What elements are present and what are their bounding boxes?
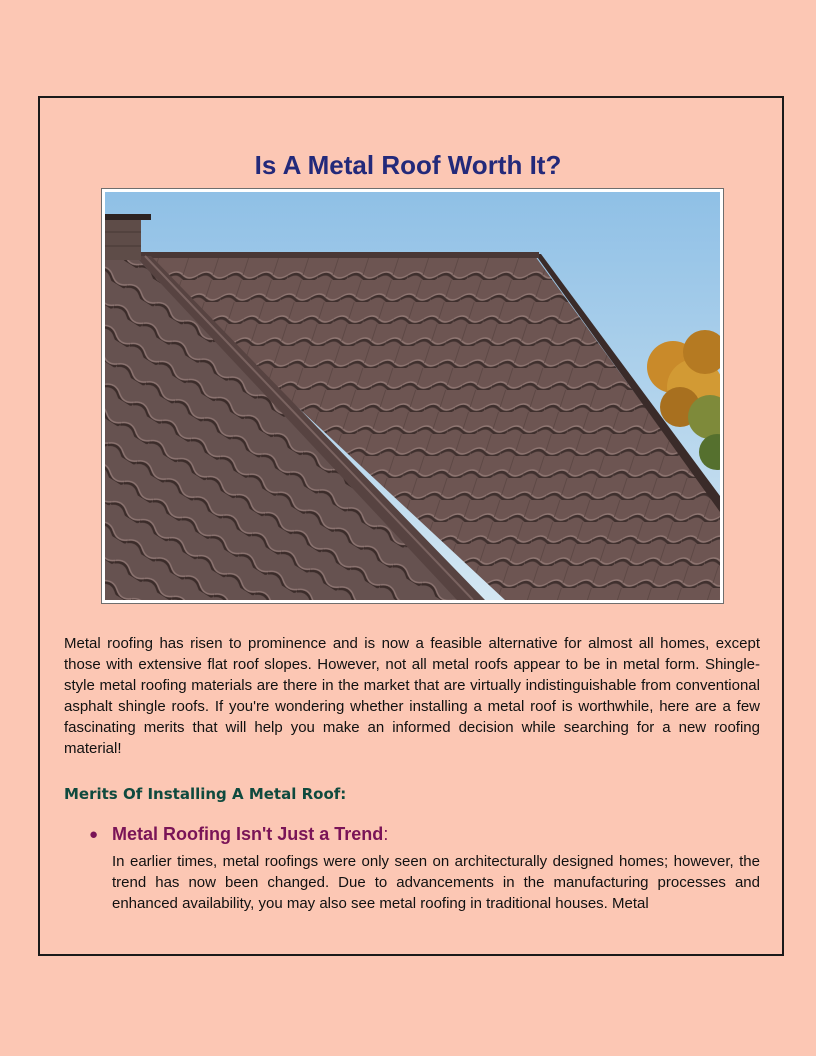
- merit-title: [112, 824, 388, 845]
- intro-paragraph: Metal roofing has risen to prominence and is now a feasible alternative for almost all homes, except those with extensive flat roof slopes. However, not all metal roofs appear to be in metal form. Shingle-style metal roofing materials are there in the market that are virtually indistinguishable from conventional asphalt shingle roofs. If you're wondering whether installing a metal roof is worthwhile, here are a few fascinating merits that will help you make an informed decision while searching for a new roofing material!: [64, 635, 760, 757]
- merit-body: In earlier times, metal roofings were only seen on architecturally designed homes; however, the trend has now been changed. Due to advancements in the manufacturing processes and enhanced availability, you may also see metal roofing in traditional houses. Metal: [112, 853, 760, 912]
- merit-title-colon: :: [383, 824, 389, 844]
- merits-heading: Merits Of Installing A Metal Roof:: [64, 785, 347, 803]
- bullet-icon: ●: [89, 826, 99, 843]
- merit-title-text: Metal Roofing Isn't Just a Trend: [112, 824, 384, 844]
- metal-roof-photo: [101, 188, 724, 604]
- page-title: Is A Metal Roof Worth It?: [254, 150, 562, 180]
- metal-roof-illustration: [105, 192, 720, 600]
